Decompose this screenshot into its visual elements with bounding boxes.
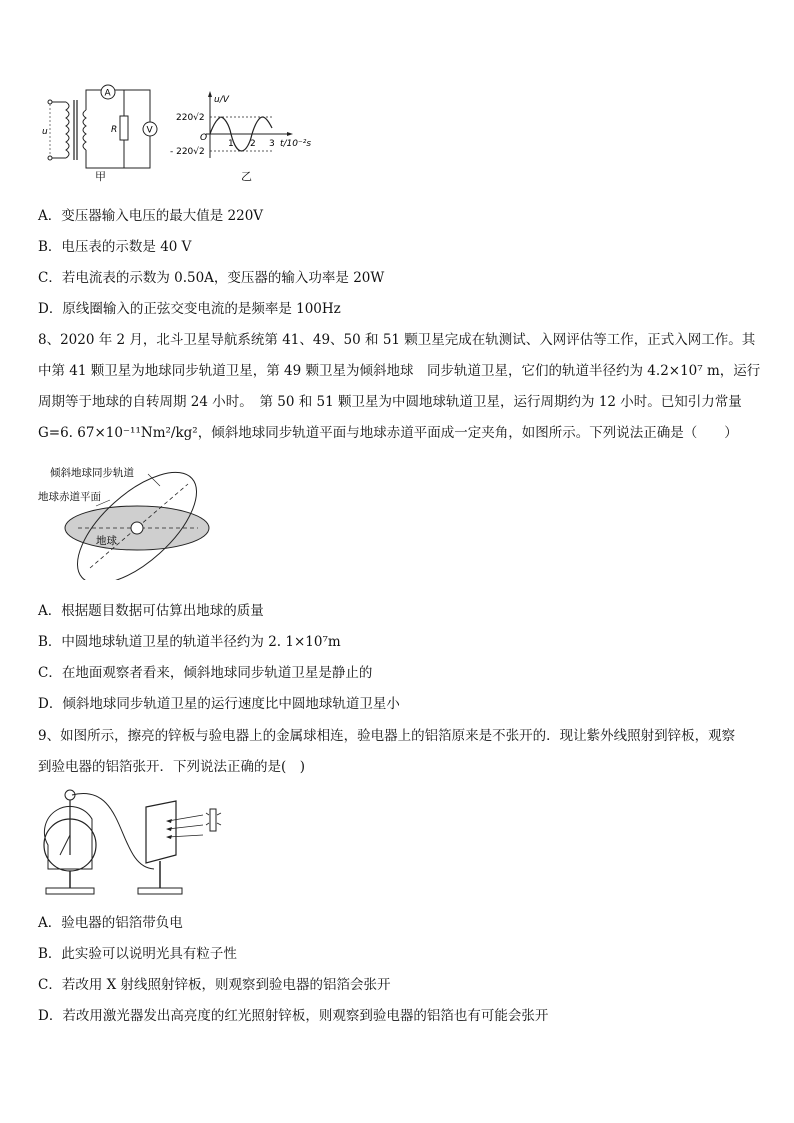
tick-2: 2 (250, 139, 256, 149)
q9-option-d: D．若改用激光器发出高亮度的红光照射锌板，则观察到验电器的铝箔也有可能会张开 (38, 1008, 549, 1024)
figure-caption-yi: 乙 (241, 170, 252, 183)
equator-plane-label: 地球赤道平面 (38, 491, 101, 503)
q7-option-b: B．电压表的示数是 40 V (38, 239, 192, 255)
origin-label: O (200, 133, 208, 143)
tick-1: 1 (228, 139, 234, 149)
q9-option-b: B．此实验可以说明光具有粒子性 (38, 946, 237, 962)
y-axis-label: u/V (214, 95, 229, 105)
resistor-label: R (111, 125, 118, 135)
figure-caption-jia: 甲 (95, 170, 106, 183)
q8-stem-line-3: 周期等于地球的自转周期 24 小时。 第 50 和 51 颗卫星为中圆地球轨道卫星，运行周期约为 12 小时。已知引力常量 (38, 394, 742, 410)
q7-option-c: C．若电流表的示数为 0.50A，变压器的输入功率是 20W (38, 270, 385, 286)
q9-stem-line-2: 到验电器的铝箔张开．下列说法正确的是( ) (38, 759, 306, 775)
x-axis-label: t/10⁻²s (280, 139, 312, 149)
sine-graph-yi (168, 88, 318, 184)
ammeter-label: A (104, 88, 111, 99)
y-min-label: - 220√2 (170, 147, 205, 157)
circuit-diagram (40, 80, 160, 180)
q9-option-c: C．若改用 X 射线照射锌板，则观察到验电器的铝箔会张开 (38, 977, 391, 993)
q9-option-a: A．验电器的铝箔带负电 (38, 915, 183, 931)
q8-option-b: B．中圆地球轨道卫星的轨道半径约为 2. 1×10⁷m (38, 634, 341, 650)
inclined-orbit-label: 倾斜地球同步轨道 (50, 467, 134, 479)
q8-stem-line-2: 中第 41 颗卫星为地球同步轨道卫星，第 49 颗卫星为倾斜地球 同步轨道卫星，它们的轨道半径约为 4.2×10⁷ m，运行 (38, 363, 761, 379)
q8-option-c: C．在地面观察者看来，倾斜地球同步轨道卫星是静止的 (38, 665, 373, 681)
q9-stem-line-1: 9、如图所示，擦亮的锌板与验电器上的金属球相连，验电器上的铝箔原来是不张开的．现让紫外线照射到锌板，观察 (38, 728, 736, 744)
earth-label: 地球 (96, 535, 117, 547)
q7-option-a: A．变压器输入电压的最大值是 220V (38, 208, 264, 224)
q8-option-a: A．根据题目数据可估算出地球的质量 (38, 603, 264, 619)
electroscope-diagram (38, 785, 238, 900)
tick-3: 3 (269, 139, 275, 149)
voltmeter-label: V (146, 125, 153, 136)
q8-stem-line-1: 8、2020 年 2 月，北斗卫星导航系统第 41、49、50 和 51 颗卫星完成在轨测试、入网评估等工作，正式入网工作。其 (38, 332, 756, 348)
q7-option-d: D．原线圈输入的正弦交变电流的是频率是 100Hz (38, 301, 341, 317)
q8-stem-line-4: G=6. 67×10⁻¹¹Nm²/kg²，倾斜地球同步轨道平面与地球赤道平面成一定夹角，如图所示。下列说法正确是（ ） (38, 425, 738, 441)
input-voltage-label: u (42, 127, 48, 137)
orbit-diagram (38, 460, 218, 580)
q8-option-d: D．倾斜地球同步轨道卫星的运行速度比中圆地球轨道卫星小 (38, 696, 400, 712)
circuit-figure-jia (40, 80, 160, 183)
electroscope-figure (38, 785, 238, 900)
y-max-label: 220√2 (176, 113, 205, 123)
orbit-figure (38, 460, 218, 580)
